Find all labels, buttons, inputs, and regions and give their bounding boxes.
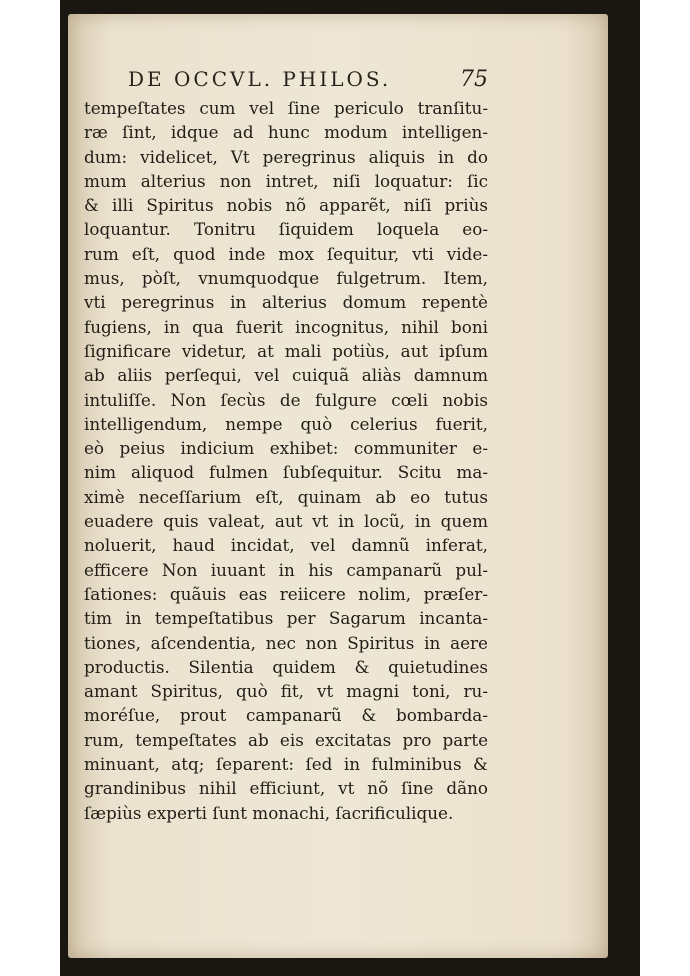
text-line: eò peius indicium exhibet: communiter e- [84, 438, 488, 459]
text-line: ab aliis perſequi, vel cuiquã aliàs damnum [84, 365, 488, 386]
text-line: intuliſſe. Non ſecùs de fulgure cœli nobis [84, 389, 488, 410]
text-line: ræ ſint, idque ad hunc modum intelligen- [84, 122, 488, 143]
text-line: ſæpiùs experti ſunt monachi, ſacrificulique. [84, 802, 454, 823]
text-line: loquantur. Tonitru ſiquidem loquela eo- [84, 219, 488, 240]
text-line: mum alterius non intret, niſi loquatur: ſic [84, 170, 488, 191]
text-line: noluerit, haud incidat, vel damnũ inferat, [84, 535, 488, 556]
text-line: productis. Silentia quidem & quietudines [84, 656, 488, 677]
text-line: mus, pòſt, vnumquodque fulgetrum. Item, [84, 268, 488, 289]
text-line: grandinibus nihil efficiunt, vt nõ ſine dãno [84, 778, 488, 799]
text-line: tempeſtates cum vel ſine periculo tranſitu- [84, 98, 488, 118]
running-title: DE OCCVL. PHILOS. [128, 67, 392, 91]
text-line: ximè neceſſarium eſt, quinam ab eo tutus [84, 486, 488, 507]
text-line: dum: videlicet, Vt peregrinus aliquis in do [84, 146, 488, 167]
text-line: euadere quis valeat, aut vt in locũ, in quem [84, 511, 488, 532]
text-line: minuant, atq; ſeparent: ſed in fulminibus & [84, 754, 488, 775]
page-number: 75 [460, 66, 488, 92]
text-line: tim in tempeſtatibus per Sagarum incanta- [84, 608, 488, 629]
text-line: rum eſt, quod inde mox ſequitur, vti vide- [84, 243, 488, 264]
page-header [128, 62, 488, 96]
text-line: nim aliquod fulmen ſubſequitur. Scitu ma- [84, 462, 488, 483]
text-line: tiones, aſcendentia, nec non Spiritus in aere [84, 632, 488, 653]
body-text [84, 96, 488, 825]
text-line: ſignificare videtur, at mali potiùs, aut ipſum [84, 340, 488, 361]
text-line: rum, tempeſtates ab eis excitatas pro parte [84, 729, 488, 750]
text-line: intelligendum, nempe quò celerius fuerit, [84, 413, 488, 434]
text-line: fugiens, in qua fuerit incognitus, nihil boni [84, 316, 488, 337]
text-line: moréſue, prout campanarũ & bombarda- [84, 705, 488, 726]
text-line: ſationes: quãuis eas reiicere nolim, præſer- [84, 583, 488, 604]
text-line: efficere Non iuuant in his campanarũ pul- [84, 559, 488, 580]
text-line: vti peregrinus in alterius domum repentè [84, 292, 488, 313]
text-line: amant Spiritus, quò fit, vt magni toni, ru- [84, 681, 488, 702]
text-line: & illi Spiritus nobis nõ apparẽt, niſi priùs [84, 195, 488, 216]
